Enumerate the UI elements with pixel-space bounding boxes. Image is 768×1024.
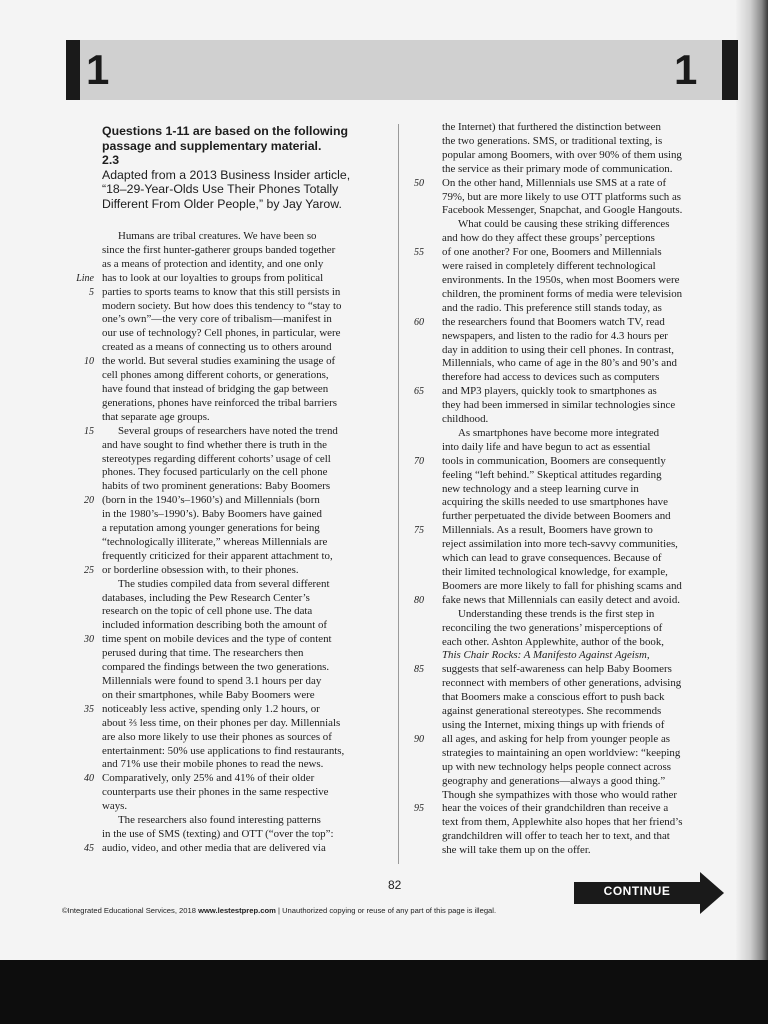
passage-intro [102, 124, 386, 211]
passage-line [102, 731, 386, 745]
passage-line-text: each other. Ashton Applewhite, author of the book, [442, 635, 665, 648]
passage-line-text: environments. In the 1950s, when most Boomers were [442, 273, 680, 286]
passage-line-text: into daily life and have begun to act as essential [442, 440, 651, 453]
passage-line [442, 580, 722, 594]
passage-line-text: entertainment: 50% use applications to find restaurants, [102, 744, 345, 757]
passage-line [84, 633, 386, 647]
passage-line [442, 427, 722, 441]
passage-line-text: fake news that Millennials can easily detect and avoid. [442, 593, 680, 606]
intro-source-line: Adapted from a 2013 Business Insider article, [102, 167, 351, 182]
passage-line-text: This Chair Rocks: A Manifesto Against Ageism, [442, 649, 650, 662]
passage-line [414, 315, 722, 330]
passage-line [84, 772, 386, 786]
passage-line [442, 636, 722, 650]
passage-line [414, 663, 722, 677]
passage-line-text: new technology and a steep learning curve in [442, 482, 639, 495]
passage-line [102, 327, 386, 341]
passage-line [442, 719, 722, 733]
passage-line-text: modern society. But how does this tendency to “stay to [102, 299, 342, 312]
passage-line [102, 397, 386, 411]
passage-line [442, 705, 722, 719]
passage-line [84, 841, 386, 856]
passage-line-text: Millennials. As a result, Boomers have grown to [442, 524, 653, 537]
line-number: 80 [414, 594, 424, 606]
passage-line-text: that Boomers make a conscious effort to push back [442, 691, 665, 704]
continue-arrow-icon [700, 872, 724, 914]
passage-line-text: grandchildren will offer to teach her to text, and that [442, 830, 670, 843]
passage-text-left [76, 230, 386, 856]
passage-line-text: suggests that self-awareness can help Baby Boomers [442, 663, 672, 676]
passage-line [102, 508, 386, 522]
passage-line-text: are also more likely to use their phones as sources of [102, 730, 332, 743]
passage-line [442, 830, 722, 844]
passage-line [102, 814, 386, 828]
passage-line-text: since the first hunter-gatherer groups banded together [102, 243, 336, 256]
passage-line-text: the world. But several studies examining the usage of [102, 355, 336, 368]
passage-line-text: the two generations. SMS, or traditional texting, is [442, 134, 663, 147]
passage-line-text: further perpetuated the divide between Boomers and [442, 510, 671, 523]
passage-line-text: in the use of SMS (texting) and OTT (“over the top”: [102, 827, 334, 840]
passage-line-text: day in addition to using their cell phones. In contrast, [442, 343, 674, 356]
passage-line-text: reconciling the two generations’ misperceptions of [442, 621, 663, 634]
passage-line [442, 691, 722, 705]
line-number: 55 [414, 247, 424, 259]
passage-line-text: feeling “left behind.” Skeptical attitudes regarding [442, 468, 662, 481]
intro-heading-line: Questions 1-11 are based on the following [102, 124, 348, 138]
passage-line [442, 761, 722, 775]
passage-line-text: as a means of protection and identity, and one only [102, 257, 324, 270]
passage-line [102, 369, 386, 383]
line-number: 45 [84, 842, 94, 854]
passage-line [442, 677, 722, 691]
passage-line [414, 732, 722, 747]
passage-line-text: counterparts use their phones in the same respective [102, 786, 329, 799]
section-number-left: 1 [86, 46, 110, 93]
passage-line [84, 494, 386, 508]
header-right-marker [722, 40, 738, 100]
passage-line [442, 608, 722, 622]
book-spine-shadow [736, 0, 768, 1024]
passage-line-text: and how do they affect these groups’ perceptions [442, 232, 655, 245]
passage-line [102, 605, 386, 619]
footer-site: www.lestestprep.com [198, 906, 276, 915]
passage-line-text: popular among Boomers, with over 90% of them using [442, 148, 682, 161]
passage-line-text: tools in communication, Boomers are consequently [442, 454, 666, 467]
passage-line-text: What could be causing these striking differences [458, 218, 670, 231]
passage-line-text: Millennials, who came of age in the 80’s and 90’s and [442, 357, 678, 370]
passage-line [442, 844, 722, 858]
passage-line-text: Though she sympathizes with those who would rather [442, 788, 678, 801]
passage-line [442, 538, 722, 552]
passage-line [442, 191, 722, 205]
line-number: Line [76, 272, 94, 284]
passage-line [442, 357, 722, 371]
passage-line [102, 592, 386, 606]
passage-line-text: 79%, but are more likely to use OTT platforms such as [442, 190, 682, 203]
passage-line-text: were raised in completely different technological [442, 260, 656, 273]
intro-heading-line: passage and supplementary material. [102, 138, 322, 153]
footer-copyright-text: ©Integrated Educational Services, 2018 [62, 906, 196, 915]
passage-line [442, 344, 722, 358]
passage-line [442, 330, 722, 344]
line-number: 35 [84, 703, 94, 715]
passage-line-text: therefore had access to devices such as computers [442, 371, 660, 384]
footer-notice: | Unauthorized copying or reuse of any part of this page is illegal. [277, 906, 497, 915]
passage-line-text: our use of technology? Cell phones, in particular, were [102, 327, 341, 340]
passage-line-text: included information describing both the amount of [102, 619, 328, 632]
passage-line [442, 483, 722, 497]
passage-line [102, 258, 386, 272]
passage-line [442, 371, 722, 385]
passage-line [102, 439, 386, 453]
passage-line-text: about ⅔ less time, on their phones per day. Millennials [102, 716, 341, 729]
passage-line [442, 260, 722, 274]
intro-heading-line: 2.3 [102, 153, 120, 167]
passage-line-text: frequently criticized for their apparent attachment to, [102, 549, 333, 562]
passage-line [102, 647, 386, 661]
line-number: 75 [414, 525, 424, 537]
passage-line-text: using the Internet, mixing things up with friends of [442, 718, 665, 731]
passage-line [102, 717, 386, 731]
continue-label: CONTINUE [603, 884, 671, 898]
header-left-marker [66, 40, 80, 100]
passage-line [442, 399, 722, 413]
passage-line-text: time spent on mobile devices and the type of content [102, 633, 332, 646]
passage-line-text: generations, phones have reinforced the tribal barriers [102, 396, 337, 409]
passage-line-text: stereotypes regarding different cohorts’ usage of cell [102, 452, 331, 465]
passage-line [102, 300, 386, 314]
passage-line-text: Understanding these trends is the first step in [458, 607, 655, 620]
passage-line-text: up with new technology helps people connect across [442, 760, 671, 773]
passage-line-text: Boomers are more likely to fall for phishing scams and [442, 579, 682, 592]
passage-line [442, 121, 722, 135]
section-number-right: 1 [674, 46, 698, 93]
passage-line [102, 800, 386, 814]
passage-line [442, 649, 722, 663]
passage-line-text: created as a means of connecting us to others around [102, 341, 332, 354]
passage-line-text: text from them, Applewhite also hopes that her friend’s [442, 816, 683, 829]
passage-line-text: cell phones among different cohorts, or generations, [102, 369, 329, 382]
passage-line-text: that separate age groups. [102, 410, 210, 423]
passage-line [442, 622, 722, 636]
passage-line-text: Millennials were found to spend 3.1 hours per day [102, 675, 322, 687]
passage-line-text: (born in the 1940’s–1960’s) and Millennials (born [102, 494, 320, 507]
passage-line-text: the service as their primary mode of communication. [442, 162, 673, 175]
passage-line-text: against generational stereotypes. She recommends [442, 705, 662, 718]
passage-line [442, 135, 722, 149]
line-number: 15 [84, 425, 94, 437]
passage-line [89, 285, 386, 300]
passage-line [442, 775, 722, 789]
passage-line [442, 441, 722, 455]
passage-line-text: research on the topic of cell phone use. The data [102, 605, 313, 618]
passage-line-text: of one another? For one, Boomers and Millennials [442, 246, 662, 259]
passage-line-text: Several groups of researchers have noted the trend [118, 424, 338, 437]
passage-line [414, 246, 722, 260]
line-number: 30 [84, 634, 94, 646]
line-number: 10 [84, 356, 94, 368]
passage-line-text: and have sought to find whether there is truth in the [102, 438, 328, 451]
passage-line-text: Humans are tribal creatures. We have been so [118, 230, 317, 242]
passage-line-text: and the radio. This preference still stands today, as [442, 301, 662, 314]
passage-line [414, 593, 722, 608]
passage-line-text: hear the voices of their grandchildren than receive a [442, 802, 669, 815]
column-divider [398, 124, 399, 864]
passage-line-text: reject assimilation into more tech-savvy communities, [442, 538, 678, 551]
passage-line-text: Comparatively, only 25% and 41% of their older [102, 772, 315, 785]
passage-line-text: ways. [102, 800, 128, 813]
passage-line-text: a reputation among younger generations for being [102, 522, 320, 535]
passage-left-column [76, 124, 386, 856]
passage-line [102, 786, 386, 800]
passage-line [442, 218, 722, 232]
passage-line-text: or borderline obsession with, to their phones. [102, 563, 299, 576]
passage-line-text: reconnect with members of other generations, advising [442, 677, 682, 690]
passage-line-text: As smartphones have become more integrated [458, 426, 660, 439]
passage-line [102, 675, 386, 689]
passage-line [442, 747, 722, 761]
passage-line [84, 355, 386, 369]
line-number: 40 [84, 773, 94, 785]
passage-line [84, 563, 386, 578]
passage-line-text: newspapers, and listen to the radio for 4.3 hours per [442, 329, 668, 342]
passage-line-text: which can lead to grave consequences. Because of [442, 552, 662, 565]
passage-line-text: their limited technological knowledge, for example, [442, 566, 668, 578]
line-number: 95 [414, 803, 424, 815]
passage-line [102, 313, 386, 327]
passage-line [442, 149, 722, 163]
passage-line-text: audio, video, and other media that are delivered via [102, 841, 326, 854]
passage-line-text: strategies to maintaining an open worldview: “keeping [442, 746, 681, 759]
line-number: 20 [84, 495, 94, 507]
passage-line-text: and 71% use their mobile phones to read the news. [102, 758, 324, 771]
line-number: 50 [414, 177, 424, 189]
passage-line-text: have found that instead of bridging the gap between [102, 382, 329, 395]
passage-line [84, 424, 386, 439]
passage-line-text: The researchers also found interesting patterns [118, 814, 321, 827]
footer-copyright [62, 906, 496, 915]
line-number: 65 [414, 386, 424, 398]
passage-line [84, 702, 386, 717]
passage-line [102, 480, 386, 494]
passage-line [102, 244, 386, 258]
intro-source-line: “18–29-Year-Olds Use Their Phones Totally [102, 182, 339, 196]
intro-source-line: Different From Older People,” by Jay Yarow. [102, 196, 342, 211]
section-header-band [66, 40, 738, 100]
passage-line-text: the researchers found that Boomers watch TV, read [442, 315, 665, 328]
passage-line [102, 550, 386, 564]
passage-line-text: parties to sports teams to know that this still persists in [102, 285, 341, 298]
passage-line [442, 302, 722, 316]
passage-line-text: and MP3 players, quickly took to smartphones as [442, 385, 657, 398]
passage-line-text: one’s own”—the very core of tribalism—manifest in [102, 313, 332, 326]
passage-line [102, 522, 386, 536]
passage-line-text: habits of two prominent generations: Baby Boomers [102, 480, 331, 493]
passage-right-column [414, 121, 722, 858]
line-number: 85 [414, 664, 424, 676]
passage-line-text: all ages, and asking for help from younger people as [442, 732, 671, 745]
passage-line-text: on their smartphones, while Baby Boomers were [102, 688, 315, 701]
passage-line [414, 524, 722, 538]
passage-line [102, 758, 386, 772]
passage-line [102, 661, 386, 675]
passage-line [414, 802, 722, 816]
passage-line [442, 469, 722, 483]
passage-line-text: compared the findings between the two generations. [102, 661, 330, 674]
passage-line-text: has to look at our loyalties to groups from political [102, 271, 324, 284]
passage-line-text: perused during that time. The researchers then [102, 647, 304, 660]
line-number: 90 [414, 733, 424, 745]
passage-line-text: in the 1980’s–1990’s). Baby Boomers have gained [102, 508, 322, 521]
page-number: 82 [388, 878, 402, 892]
passage-line-text: they had been immersed in similar technologies since [442, 399, 676, 412]
passage-line [102, 689, 386, 703]
passage-line-text: geography and generations—always a good thing.” [442, 774, 666, 787]
passage-line-text: databases, including the Pew Research Center’s [102, 591, 310, 604]
passage-line [414, 176, 722, 191]
passage-line [442, 413, 722, 427]
passage-line [414, 385, 722, 399]
passage-line [442, 288, 722, 302]
passage-line [102, 411, 386, 425]
passage-line [442, 163, 722, 177]
passage-line [102, 619, 386, 633]
passage-line [442, 789, 722, 803]
line-number: 70 [414, 455, 424, 467]
passage-line [414, 454, 722, 469]
passage-line [442, 552, 722, 566]
passage-line [442, 496, 722, 510]
passage-line-text: acquiring the skills needed to use smartphones have [442, 496, 668, 509]
passage-line-text: Facebook Messenger, Snapchat, and Google Hangouts. [442, 204, 683, 217]
passage-line [442, 816, 722, 830]
passage-line [102, 745, 386, 759]
passage-line-text: “technologically illiterate,” whereas Millennials are [102, 535, 328, 548]
passage-line [102, 453, 386, 467]
passage-line [102, 383, 386, 397]
passage-line-text: On the other hand, Millennials use SMS at a rate of [442, 176, 667, 189]
line-number: 60 [414, 316, 424, 328]
passage-line-text: children, the prominent forms of media were television [442, 287, 683, 300]
passage-line [102, 578, 386, 592]
passage-line-text: phones. They focused particularly on the cell phone [102, 466, 328, 479]
passage-text-right [414, 121, 722, 858]
passage-line [76, 271, 386, 286]
passage-line [442, 510, 722, 524]
passage-line [442, 204, 722, 218]
passage-line [102, 536, 386, 550]
line-number: 25 [84, 564, 94, 576]
passage-line-text: noticeably less active, spending only 1.2 hours, or [102, 702, 320, 715]
passage-line [442, 232, 722, 246]
passage-line-text: The studies compiled data from several different [118, 577, 330, 590]
passage-line [102, 828, 386, 842]
passage-line [442, 566, 722, 580]
passage-line-text: childhood. [442, 413, 489, 426]
passage-line [102, 466, 386, 480]
scan-bottom-edge [0, 960, 768, 1024]
passage-line [102, 230, 386, 244]
line-number: 5 [89, 286, 94, 298]
passage-line [442, 274, 722, 288]
passage-line-text: she will take them up on the offer. [442, 844, 591, 857]
passage-line-text: the Internet) that furthered the distinction between [442, 121, 661, 133]
passage-line [102, 341, 386, 355]
